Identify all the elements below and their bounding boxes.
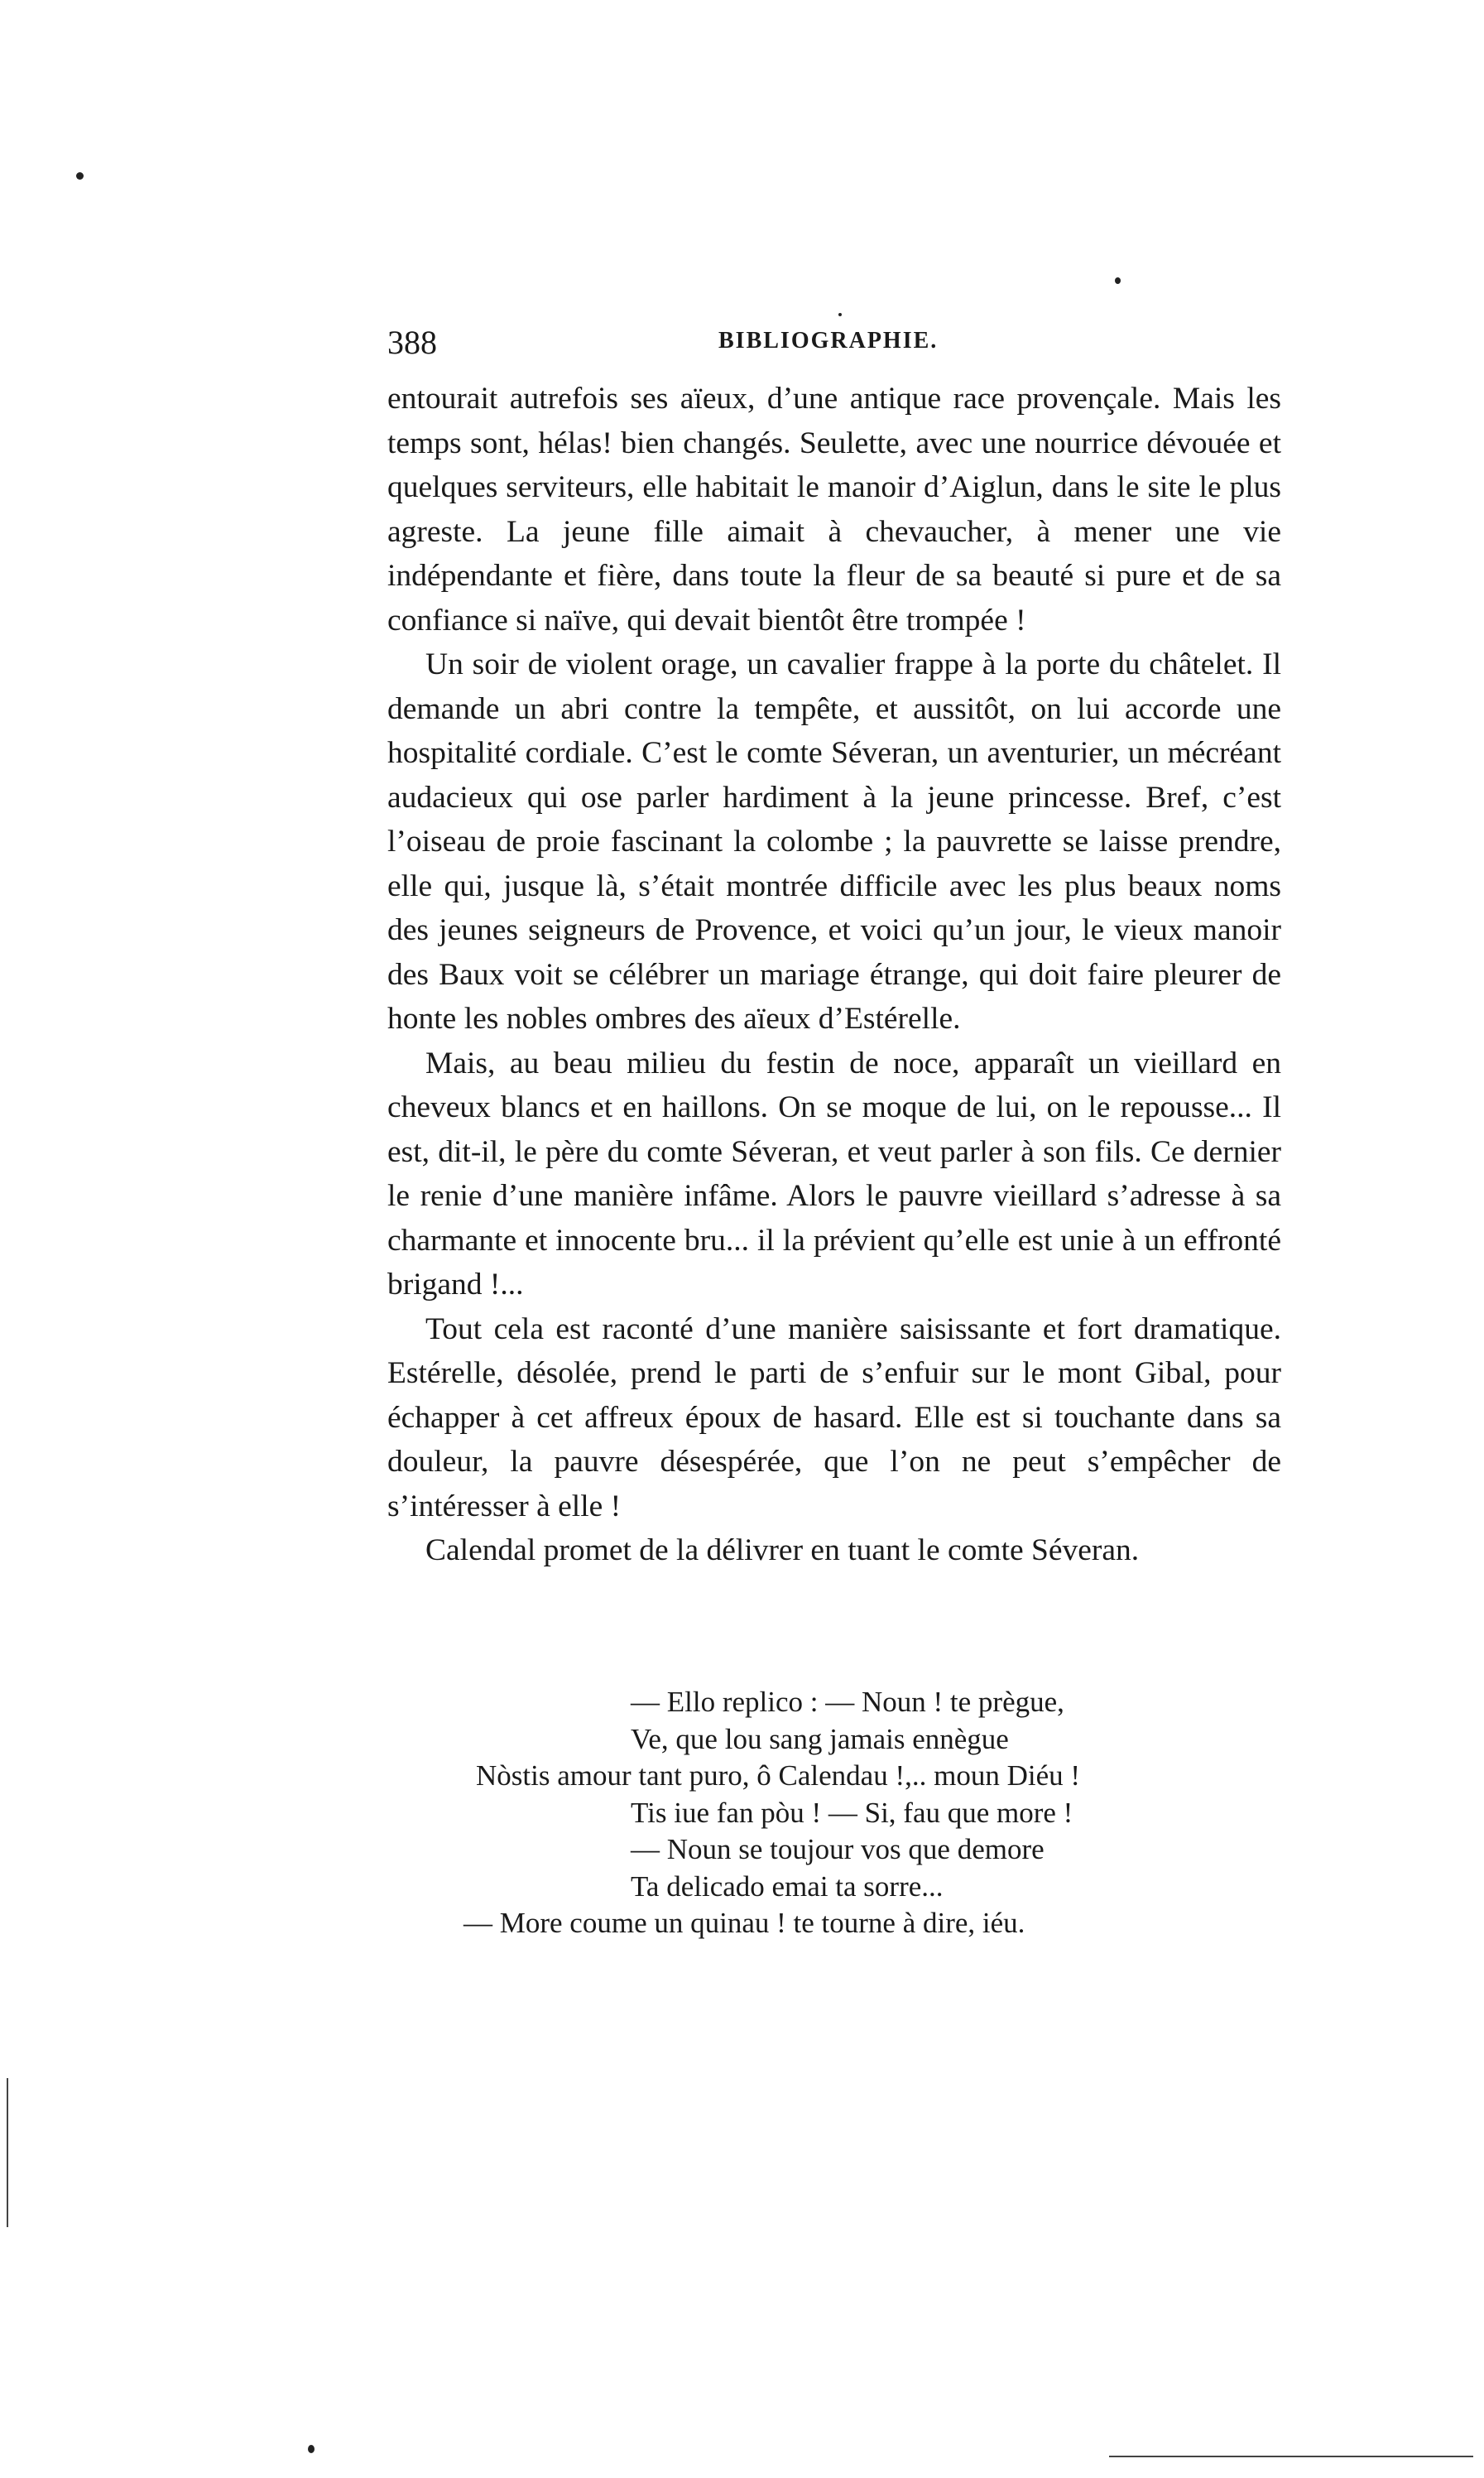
page-header [387,323,1281,373]
scan-speck [308,2445,315,2453]
scan-speck [1115,277,1121,284]
verse-line: Tis iue fan pòu ! — Si, fau que more ! [631,1796,1073,1829]
verse-quotation [463,1684,1221,1942]
paragraph: Calendal promet de la délivrer en tuant le comte Séveran. [425,1533,1140,1567]
scan-edge-line [1109,2456,1473,2457]
running-title: BIBLIOGRAPHIE. [718,328,939,354]
paragraph: Tout cela est raconté d’une manière saisissante et fort dramatique. Estérelle, désolée, prend le parti de s’enfuir sur le mont Gibal, pour échapper à cet affreux époux de hasard. Elle est si touchante dans sa douleur, la pauvre désespérée, que l’on ne peut s’empêcher de s’intéresser à elle ! [387,1311,1281,1523]
body-text [387,377,1281,1573]
scan-speck [76,172,84,180]
paragraph: Mais, au beau milieu du festin de noce, apparaît un vieillard en cheveux blancs et en haillons. On se moque de lui, on le repousse... Il est, dit-il, le père du comte Séveran, et veut parler à son fils. Ce dernier le renie d’une manière infâme. Alors le pauvre vieillard s’adresse à sa charmante et innocente bru... il la prévient qu’elle est unie à un effronté brigand !... [387,1046,1281,1302]
scan-speck [838,313,842,316]
verse-line: — More coume un quinau ! te tourne à dire, iéu. [463,1907,1025,1939]
verse-line: Ve, que lou sang jamais ennègue [631,1722,1009,1755]
paragraph: Un soir de violent orage, un cavalier frappe à la porte du châtelet. Il demande un abri contre la tempête, et aussitôt, on lui accorde une hospitalité cordiale. C’est le comte Séveran, un aventurier, un mécréant audacieux qui ose parler hardiment à la jeune princesse. Bref, c’est l’oiseau de proie fascinant la colombe ; la pauvrette se laisse prendre, elle qui, jusque là, s’était montrée difficile avec les plus beaux noms des jeunes seigneurs de Provence, et voici qu’un jour, le vieux manoir des Baux voit se célébrer un mariage étrange, qui doit faire pleurer de honte les nobles ombres des aïeux d’Estérelle. [387,647,1281,1036]
verse-line: Nòstis amour tant puro, ô Calendau !,.. moun Diéu ! [476,1759,1081,1792]
verse-line: — Ello replico : — Noun ! te prègue, [631,1686,1064,1718]
verse-line: Ta delicado emai ta sorre... [631,1869,944,1903]
paragraph: entourait autrefois ses aïeux, d’une antique race provençale. Mais les temps sont, hélas! bien changés. Seulette, avec une nourrice dévouée et quelques serviteurs, elle habitait le manoir d’Aiglun, dans le site le plus agreste. La jeune fille aimait à chevaucher, à mener une vie indépendante et fière, dans toute la fleur de sa beauté si pure et de sa confiance si naïve, qui devait bientôt être trompée ! [387,382,1281,638]
scan-edge-line [7,2078,8,2227]
verse-line: — Noun se toujour vos que demore [631,1833,1045,1865]
page-number: 388 [387,324,437,361]
